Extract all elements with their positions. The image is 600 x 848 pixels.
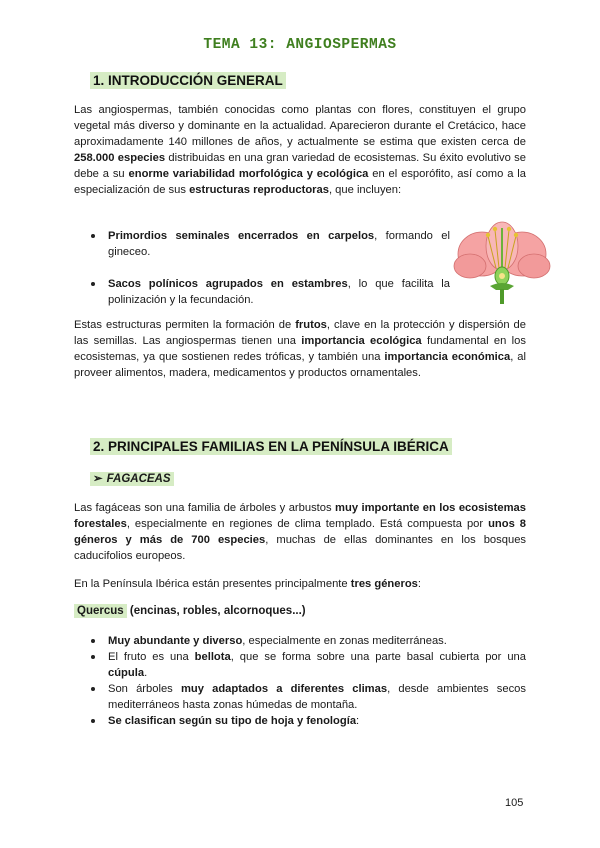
list-item-bold: bellota xyxy=(194,651,231,663)
list-item xyxy=(74,228,450,260)
fagaceas-text-2: , especialmente en regiones de clima templado. Está compuesta por xyxy=(126,518,489,530)
list-item-pre: Son árboles xyxy=(108,683,181,695)
list-item-text: , desde ambientes secos mediterráneos hasta zonas húmedas de montaña. xyxy=(108,683,527,711)
closing-bold-ecological: importancia ecológica xyxy=(301,335,422,347)
subheading-fagaceas xyxy=(90,471,174,485)
list-item-text: , especialmente en zonas mediterráneas. xyxy=(242,635,447,647)
list-item-bold: Se clasifican según su tipo de hoja y fenología xyxy=(108,715,357,727)
intro-bold-variability: enorme variabilidad morfológica y ecológica xyxy=(128,168,369,180)
list-item-text: , que se forma sobre una parte basal cubierta por una xyxy=(230,651,527,663)
arrow-icon: ➢ xyxy=(93,473,103,485)
intro-bold-species: 258.000 especies xyxy=(74,152,166,164)
list-item xyxy=(74,276,450,308)
quercus-list xyxy=(74,633,526,729)
structures-list xyxy=(74,228,450,308)
list-item-bold: muy adaptados a diferentes climas xyxy=(180,683,388,695)
genus-heading xyxy=(74,605,306,617)
section-2-heading xyxy=(90,439,452,454)
list-item-text: , formando el gineceo. xyxy=(108,230,450,258)
flower-illustration xyxy=(452,216,552,304)
intro-bold-structures: estructuras reproductoras xyxy=(189,184,329,196)
intro-text-3: en el esporófito, así como a la especialización de sus xyxy=(74,168,526,196)
list-item-bold-2: cúpula xyxy=(108,667,145,679)
list-item xyxy=(74,649,526,681)
list-item xyxy=(74,713,526,729)
fagaceas-bold-2: unos 8 géneros y más de 700 especies xyxy=(74,518,526,546)
closing-text-2: , clave en la protección y dispersión de las semillas. Las angiospermas tienen una xyxy=(74,319,526,347)
intro-text-1: Las angiospermas, también conocidas como plantas con flores, constituyen el grupo vegetal más diverso y dominante en la actualidad. Aparecieron durante el Cretácico, hace aproximadamente 140 millones de años, y actualmente se estima que existen cerca de xyxy=(74,104,526,148)
genera-text-1: En la Península Ibérica están presentes principalmente xyxy=(74,578,351,590)
document-title: TEMA 13: ANGIOSPERMAS xyxy=(203,37,397,53)
fagaceas-bold-1: muy importante en los ecosistemas forestales xyxy=(74,502,526,530)
list-item-text-2: . xyxy=(144,667,148,679)
genus-name: Quercus xyxy=(74,604,127,618)
closing-paragraph xyxy=(74,317,526,381)
genus-rest: (encinas, robles, alcornoques...) xyxy=(126,605,306,617)
list-item-text: : xyxy=(356,715,360,727)
list-item-text: , lo que facilita la polinización y la fecundación. xyxy=(108,278,450,306)
genera-bold: tres géneros xyxy=(350,578,418,590)
list-item-bold: Sacos polínicos agrupados en estambres xyxy=(108,278,348,290)
section-1-heading-text: 1. INTRODUCCIÓN GENERAL xyxy=(90,72,286,89)
fagaceas-text-1: Las fagáceas son una familia de árboles y arbustos xyxy=(74,502,336,514)
closing-bold-economic: importancia económica xyxy=(384,351,511,363)
genera-text-2: : xyxy=(417,578,422,590)
flower-sepals xyxy=(490,283,514,290)
list-item-bold: Primordios seminales encerrados en carpelos xyxy=(108,230,375,242)
list-item-pre: El fruto es una xyxy=(108,651,195,663)
page-number: 105 xyxy=(505,797,524,809)
closing-text-3: fundamental en los ecosistemas, ya que sostienen redes tróficas, y también una xyxy=(74,335,526,363)
intro-text-4: , que incluyen: xyxy=(328,184,402,196)
closing-bold-fruits: frutos xyxy=(295,319,327,331)
intro-text-2: distribuidas en una gran variedad de ecosistemas. Su éxito evolutivo se debe a su xyxy=(74,152,526,180)
fagaceas-paragraph xyxy=(74,500,526,564)
section-1-heading xyxy=(90,73,286,88)
flower-stem xyxy=(500,289,504,304)
list-item xyxy=(74,633,526,649)
subheading-highlight xyxy=(90,472,174,486)
subheading-text: FAGACEAS xyxy=(106,473,171,485)
flower-ovule xyxy=(499,273,505,279)
list-item-bold: Muy abundante y diverso xyxy=(108,635,243,647)
closing-text-4: , al proveer alimentos, madera, medicamentos y productos ornamentales. xyxy=(74,351,526,379)
list-item xyxy=(74,681,526,713)
section-2-heading-text: 2. PRINCIPALES FAMILIAS EN LA PENÍNSULA IBÉRICA xyxy=(90,438,452,455)
closing-text-1: Estas estructuras permiten la formación de xyxy=(74,319,296,331)
fagaceas-text-3: , muchas de ellas dominantes en los bosques caducifolios europeos. xyxy=(74,534,527,562)
intro-paragraph xyxy=(74,102,526,198)
genera-paragraph xyxy=(74,576,526,592)
